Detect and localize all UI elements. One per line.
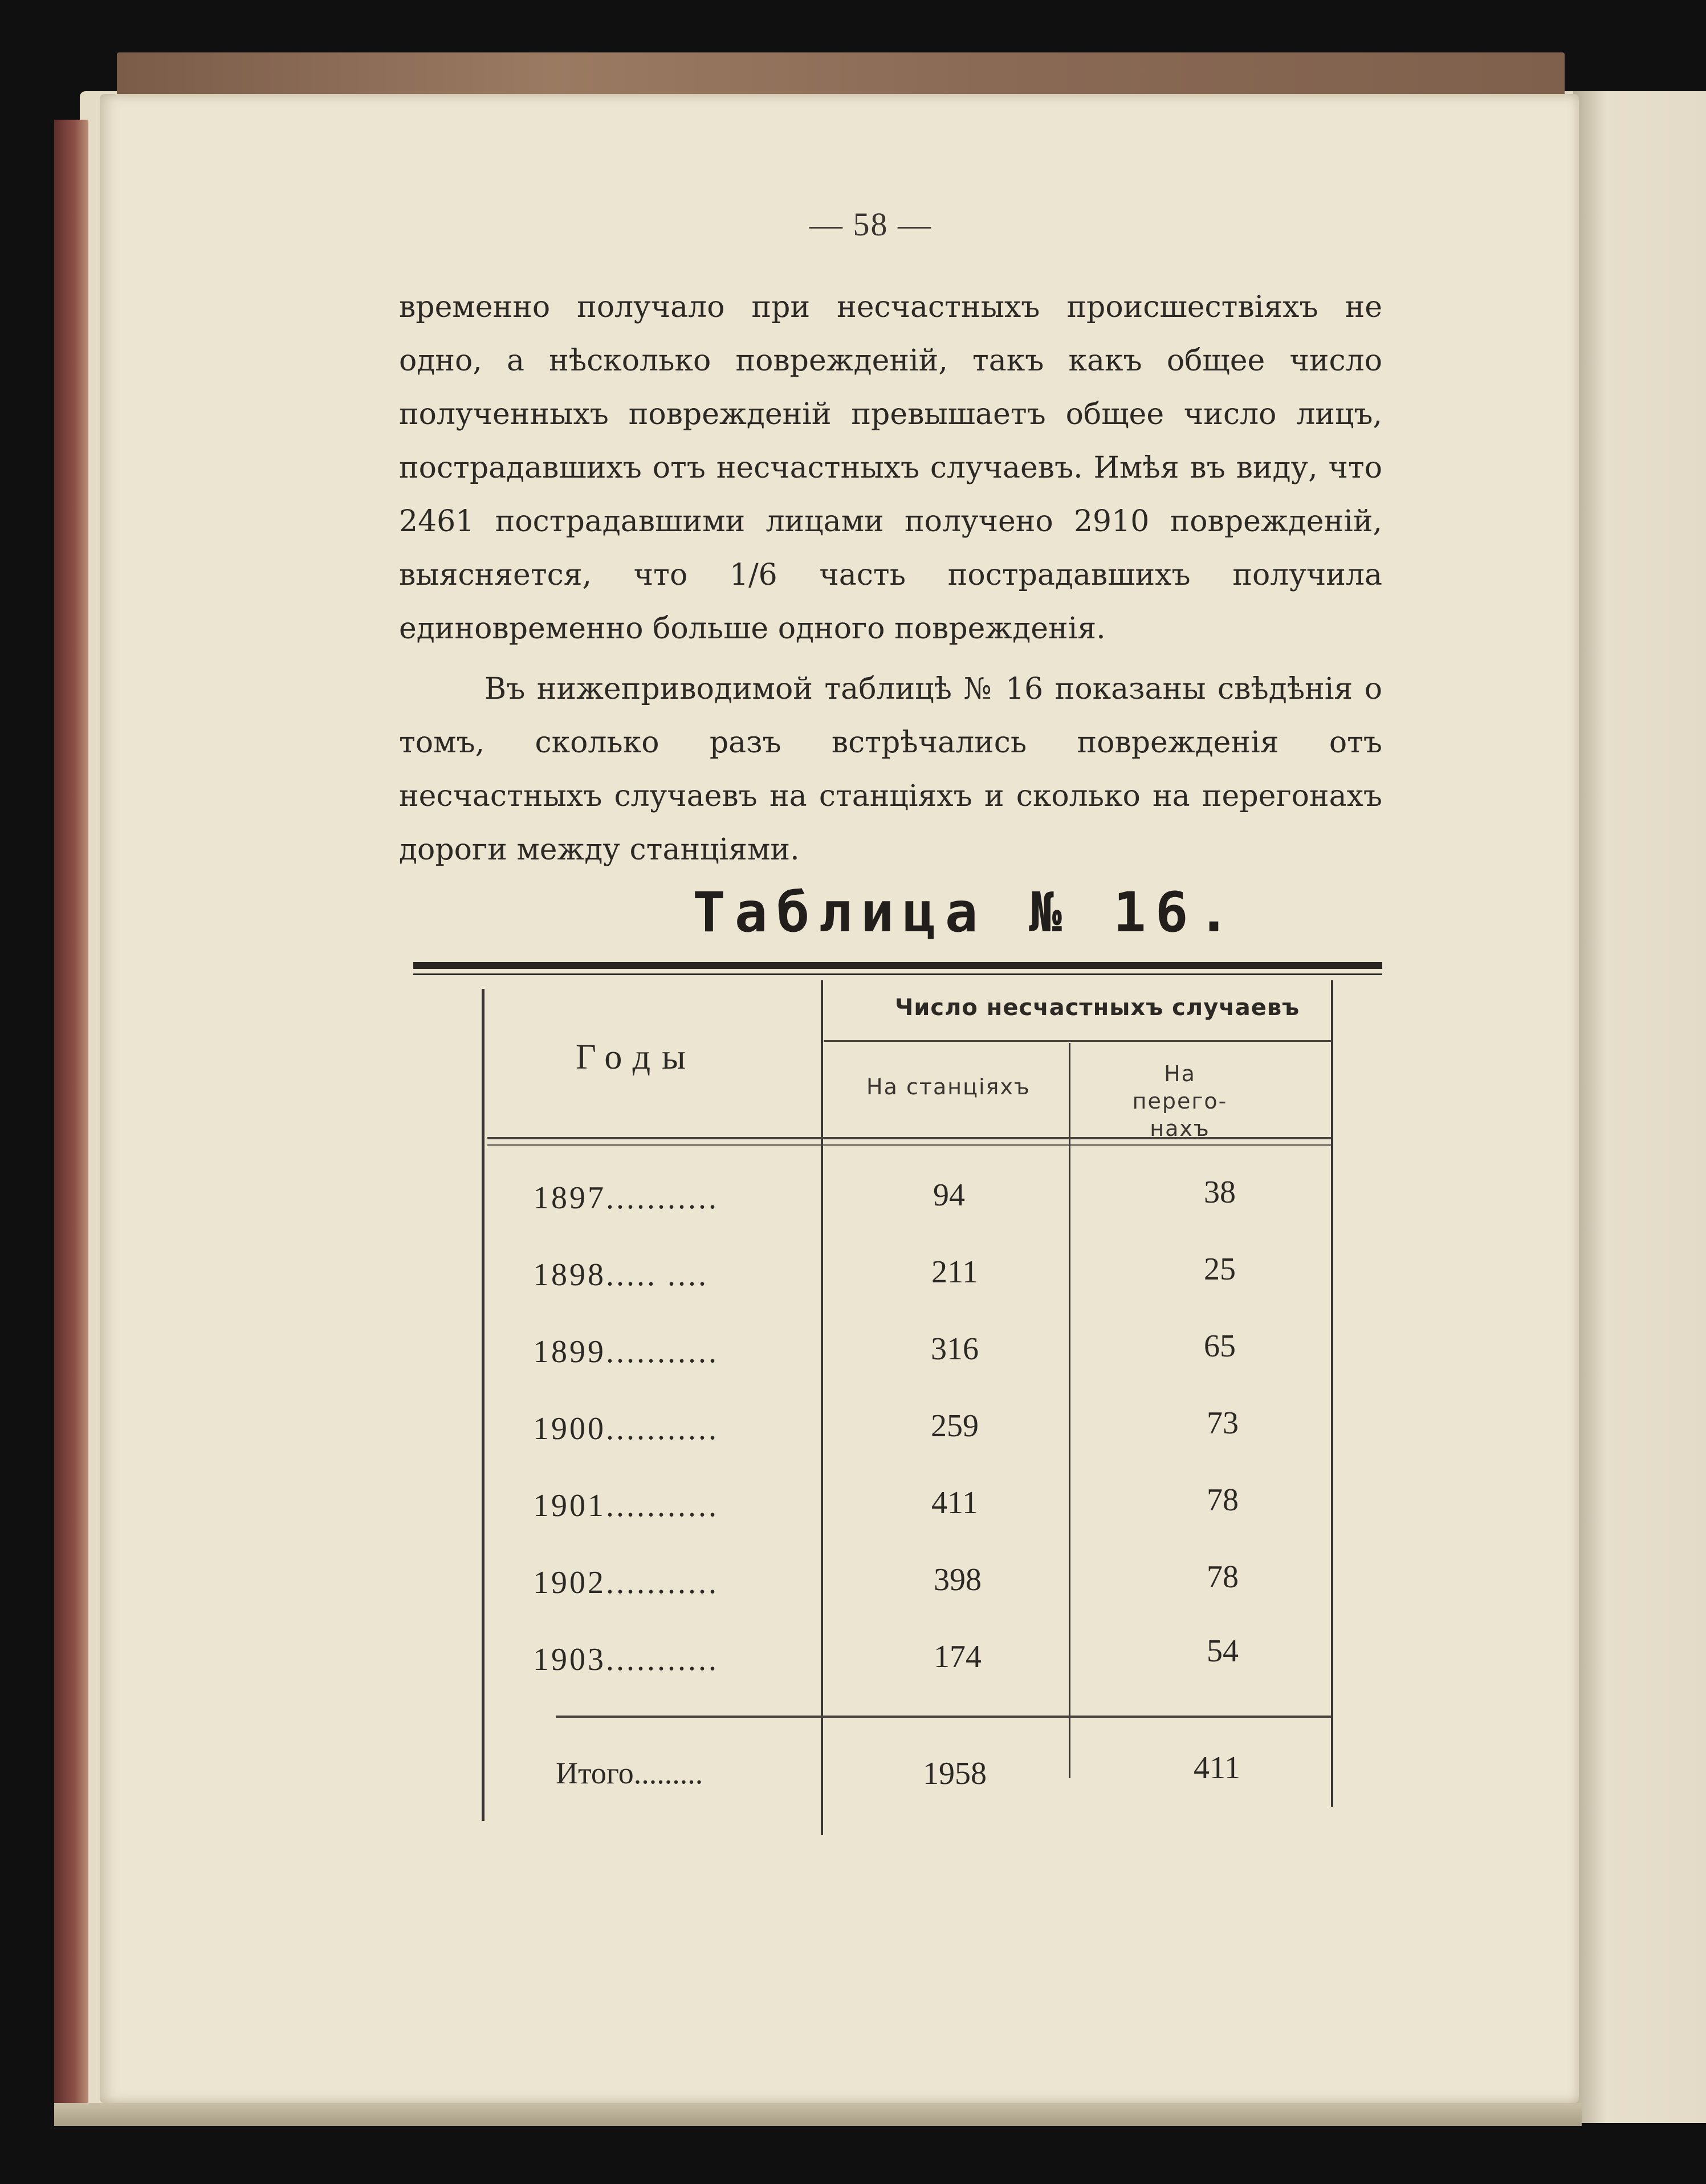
table-title: Таблица № 16. xyxy=(693,881,1240,944)
table-row-stations: 398 xyxy=(934,1562,982,1598)
table-row-spans: 38 xyxy=(1204,1175,1236,1210)
table-row-spans: 54 xyxy=(1207,1633,1239,1669)
paragraph-2: Въ нижеприводимой таблицѣ № 16 показаны свѣдѣнiя о томъ, сколько разъ встрѣчались поврежденiя отъ несчастныхъ случаевъ на станцiяхъ и сколько на перегонахъ дороги между станцiями. xyxy=(399,672,1382,867)
header-stations: На станцiяхъ xyxy=(866,1074,1031,1099)
table-row-year: 1902........... xyxy=(533,1565,719,1600)
table-row-stations: 94 xyxy=(933,1177,965,1213)
header-spans: На перего-нахъ xyxy=(1132,1061,1228,1141)
total-label: Итого......... xyxy=(556,1756,703,1790)
table-row-spans: 25 xyxy=(1204,1252,1236,1287)
header-subdivider xyxy=(824,1040,1331,1042)
table-right-border xyxy=(1331,980,1333,1807)
paragraph-1: временно получало при несчастныхъ происшествiяхъ не одно, а нѣсколько поврежденiй, такъ какъ общее число полученныхъ поврежденiй превышаетъ общее число лицъ, пострадавшихъ отъ несчастныхъ случаевъ. Имѣя въ виду, что 2461 пострадавшими лицами получено 2910 поврежденiй, выясняется, что 1/6 часть пострадавшихъ получила единовременно больше одного поврежденiя. xyxy=(399,290,1382,646)
book-spine-edge xyxy=(54,120,88,2114)
table-row-year: 1900........... xyxy=(533,1411,719,1447)
header-accidents: Число несчастныхъ случаевъ xyxy=(895,995,1300,1021)
total-rule xyxy=(556,1716,1331,1718)
table-row-spans: 65 xyxy=(1204,1329,1236,1364)
table-row-year: 1899........... xyxy=(533,1334,719,1370)
next-page-edge xyxy=(1573,91,1706,2123)
table-row-stations: 211 xyxy=(931,1254,978,1290)
table-left-border xyxy=(482,989,484,1821)
table-row-spans: 73 xyxy=(1207,1405,1239,1441)
table-top-rule-thin xyxy=(413,973,1382,975)
table-row-stations: 259 xyxy=(931,1408,979,1444)
page-number: — 58 — xyxy=(809,206,932,243)
total-stations: 1958 xyxy=(923,1756,987,1791)
page-stack-bottom xyxy=(54,2103,1582,2126)
table-row-year: 1897........... xyxy=(533,1180,719,1216)
table-top-rule xyxy=(413,962,1382,969)
table-row-year: 1901........... xyxy=(533,1488,719,1523)
table-row-year: 1898..... .... xyxy=(533,1257,709,1293)
header-bottom-rule-2 xyxy=(487,1144,1331,1146)
table-row-stations: 411 xyxy=(931,1485,978,1521)
total-spans: 411 xyxy=(1194,1750,1240,1786)
table-subcolumn-divider xyxy=(1069,1043,1070,1778)
table-row-stations: 316 xyxy=(931,1331,979,1367)
table-row-year: 1903........... xyxy=(533,1642,719,1677)
table-column-divider xyxy=(821,980,823,1835)
table-row-spans: 78 xyxy=(1207,1559,1239,1595)
table-row-stations: 174 xyxy=(934,1639,982,1674)
table-row-spans: 78 xyxy=(1207,1482,1239,1518)
header-years: Годы xyxy=(576,1038,697,1077)
